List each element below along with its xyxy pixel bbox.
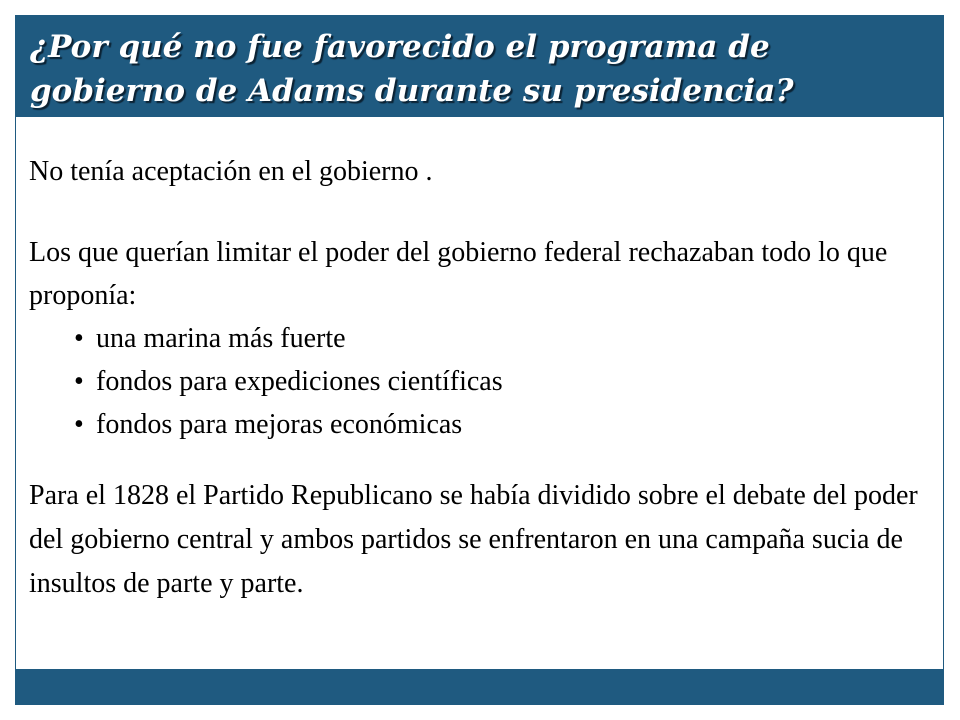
bullet-icon: • [74, 409, 84, 440]
slide [15, 15, 944, 705]
paragraph-1828-split: Para el 1828 el Partido Republicano se había dividido sobre el debate del poder del gobierno central y ambos partidos se enfrentaron en una campaña sucia de insultos de parte y parte. [29, 480, 918, 599]
bullet-icon: • [74, 366, 84, 397]
list-item [74, 317, 934, 360]
paragraph-acceptance: No tenía aceptación en el gobierno . [29, 156, 433, 187]
slide-body [29, 150, 934, 606]
slide-title: ¿Por qué no fue favorecido el programa de gobierno de Adams durante su presidencia? [30, 29, 794, 109]
bullet-icon: • [74, 323, 84, 354]
proposal-list [29, 317, 934, 446]
list-item-text: fondos para expediciones científicas [96, 366, 503, 397]
footer-bar [16, 669, 943, 705]
paragraph-opposition: Los que querían limitar el poder del gobierno federal rechazaban todo lo que proponía: [29, 237, 888, 311]
list-item [74, 360, 934, 403]
list-item-text: una marina más fuerte [96, 323, 346, 354]
title-bar [16, 15, 943, 117]
list-item [74, 403, 934, 446]
list-item-text: fondos para mejoras económicas [96, 409, 463, 440]
